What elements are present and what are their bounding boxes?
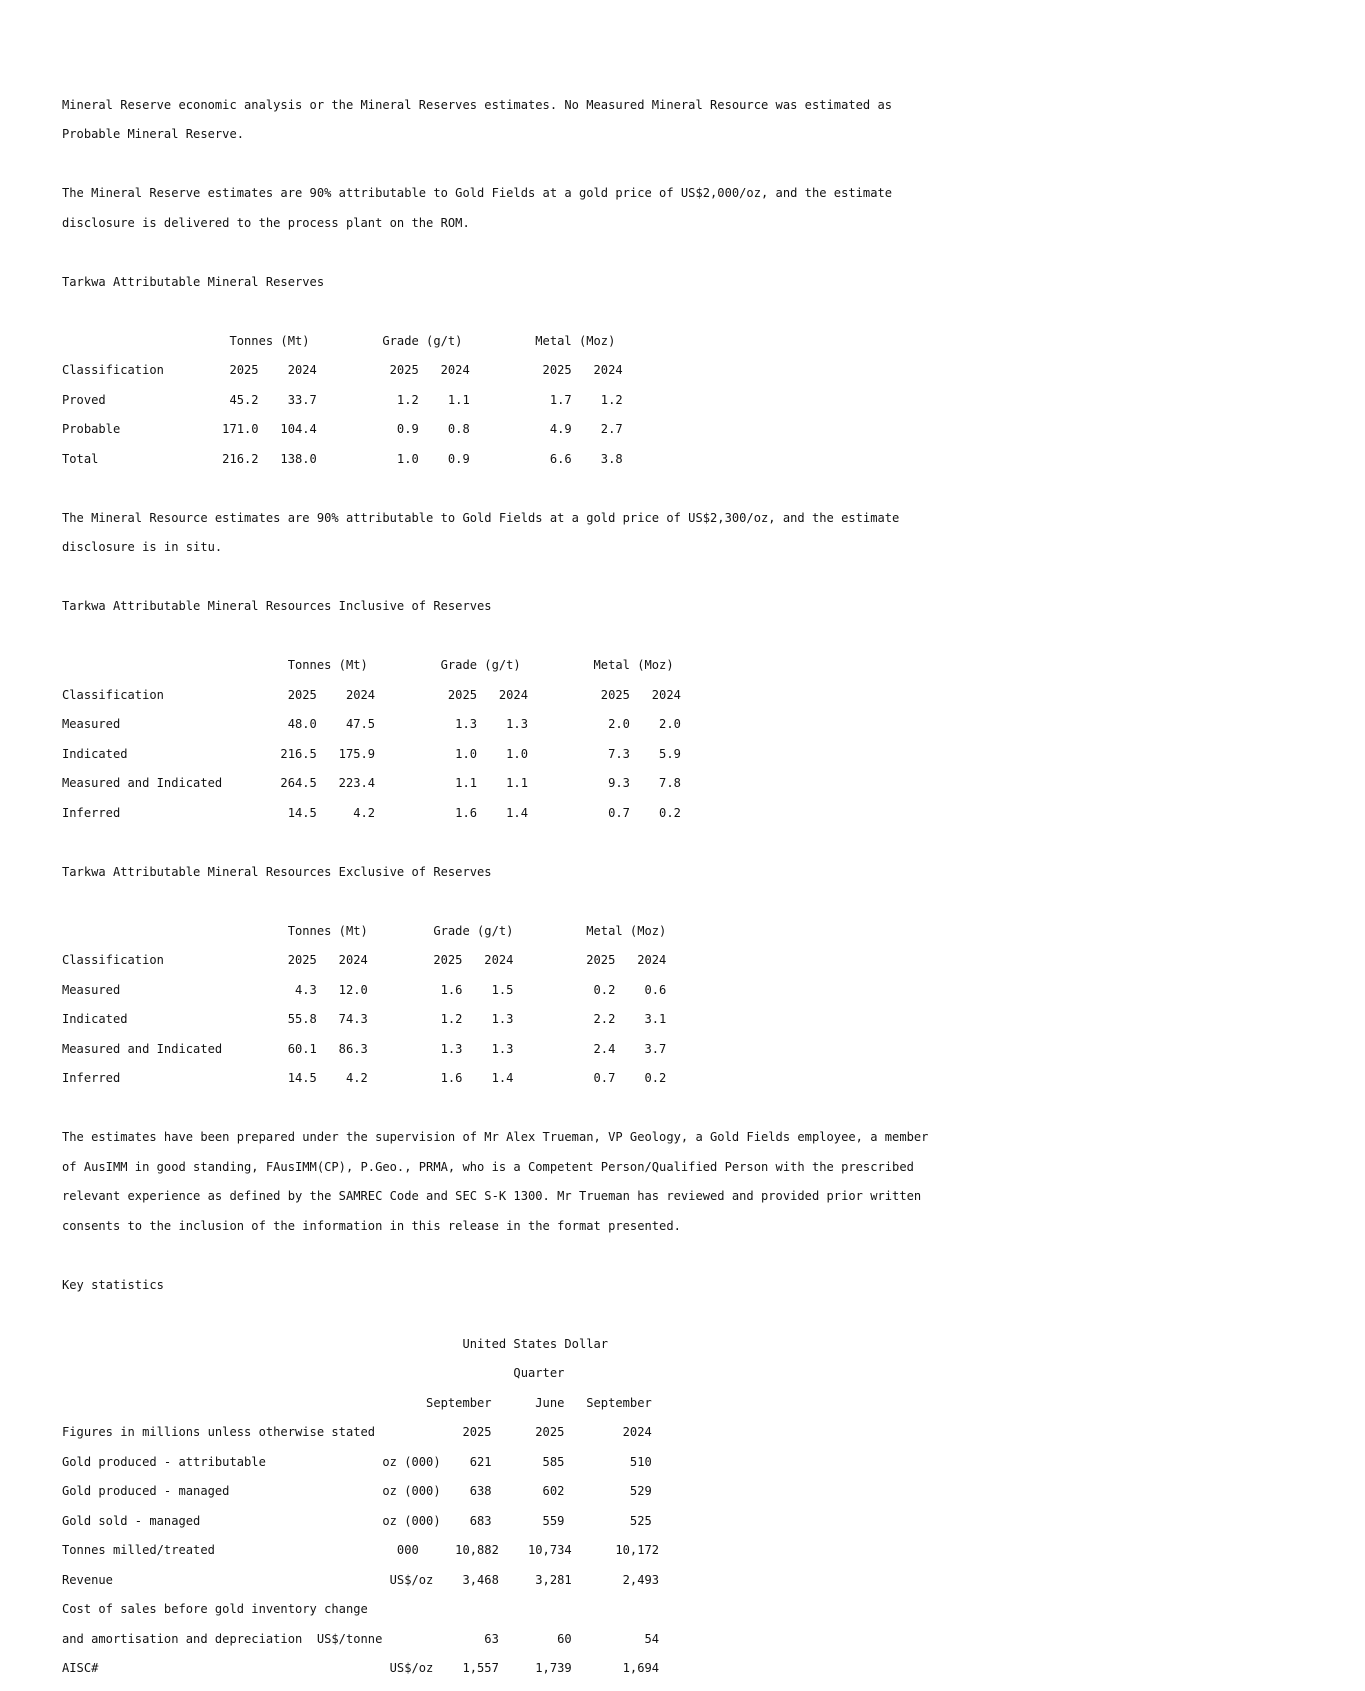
- text-line: The Mineral Resource estimates are 90% attributable to Gold Fields at a gold price of US$2,300/oz, and the estimate: [62, 510, 900, 525]
- text-line: The estimates have been prepared under the supervision of Mr Alex Trueman, VP Geology, a Gold Fields employee, a member: [62, 1130, 929, 1145]
- exclusive-table-row: Inferred 14.5 4.2 1.6 1.4 0.7 0.2: [62, 1071, 667, 1086]
- inclusive-table-row: Indicated 216.5 175.9 1.0 1.0 7.3 5.9: [62, 746, 681, 761]
- section-title-reserves: Tarkwa Attributable Mineral Reserves: [62, 274, 325, 289]
- stats-table-row: Gold produced - attributable oz (000) 621 585 510: [62, 1454, 652, 1469]
- stats-table-month-header: September June September: [62, 1395, 652, 1410]
- inclusive-table-row: Measured and Indicated 264.5 223.4 1.1 1.1 9.3 7.8: [62, 776, 681, 791]
- text-line: The Mineral Reserve estimates are 90% attributable to Gold Fields at a gold price of US$2,000/oz, and the estimate: [62, 186, 893, 201]
- text-line: consents to the inclusion of the information in this release in the format presented.: [62, 1218, 681, 1233]
- reserves-table-row: Total 216.2 138.0 1.0 0.9 6.6 3.8: [62, 451, 623, 466]
- reserves-table-row: Proved 45.2 33.7 1.2 1.1 1.7 1.2: [62, 392, 623, 407]
- stats-table-row: and amortisation and depreciation US$/tonne 63 60 54: [62, 1631, 660, 1646]
- text-line: relevant experience as defined by the SAMREC Code and SEC S-K 1300. Mr Trueman has reviewed and provided prior written: [62, 1189, 922, 1204]
- stats-table-currency-header: United States Dollar: [62, 1336, 609, 1351]
- text-line: of AusIMM in good standing, FAusIMM(CP), P.Geo., PRMA, who is a Competent Person/Qualified Person with the prescribed: [62, 1159, 914, 1174]
- document-page: [62, 83, 928, 1691]
- inclusive-table-row: Inferred 14.5 4.2 1.6 1.4 0.7 0.2: [62, 805, 681, 820]
- blank-line: [62, 1101, 928, 1116]
- blank-line: [62, 1248, 928, 1263]
- stats-table-row: Gold sold - managed oz (000) 683 559 525: [62, 1513, 652, 1528]
- section-title-resources-inclusive: Tarkwa Attributable Mineral Resources Inclusive of Reserves: [62, 599, 492, 614]
- text-line: disclosure is in situ.: [62, 540, 223, 555]
- blank-line: [62, 570, 928, 585]
- blank-line: [62, 245, 928, 260]
- exclusive-table-header: Tonnes (Mt) Grade (g/t) Metal (Moz): [62, 923, 667, 938]
- stats-table-row: Revenue US$/oz 3,468 3,281 2,493: [62, 1572, 660, 1587]
- text-line: Mineral Reserve economic analysis or the Mineral Reserves estimates. No Measured Mineral Resource was estimated as: [62, 97, 893, 112]
- inclusive-table-header: Tonnes (Mt) Grade (g/t) Metal (Moz): [62, 658, 674, 673]
- section-title-key-statistics: Key statistics: [62, 1277, 164, 1292]
- text-line: Probable Mineral Reserve.: [62, 127, 245, 142]
- blank-line: [62, 157, 928, 172]
- blank-line: [62, 629, 928, 644]
- reserves-table-row: Probable 171.0 104.4 0.9 0.8 4.9 2.7: [62, 422, 623, 437]
- stats-table-year-header: Figures in millions unless otherwise stated 2025 2025 2024: [62, 1425, 652, 1440]
- inclusive-table-row: Measured 48.0 47.5 1.3 1.3 2.0 2.0: [62, 717, 681, 732]
- inclusive-table-subheader: Classification 2025 2024 2025 2024 2025 2024: [62, 687, 681, 702]
- blank-line: [62, 894, 928, 909]
- blank-line: [62, 481, 928, 496]
- stats-table-row: Gold produced - managed oz (000) 638 602 529: [62, 1484, 652, 1499]
- exclusive-table-row: Indicated 55.8 74.3 1.2 1.3 2.2 3.1: [62, 1012, 667, 1027]
- stats-table-row: AISC# US$/oz 1,557 1,739 1,694: [62, 1661, 660, 1676]
- reserves-table-header: Tonnes (Mt) Grade (g/t) Metal (Moz): [62, 333, 616, 348]
- reserves-table-subheader: Classification 2025 2024 2025 2024 2025 2024: [62, 363, 623, 378]
- text-line: disclosure is delivered to the process plant on the ROM.: [62, 215, 470, 230]
- blank-line: [62, 304, 928, 319]
- blank-line: [62, 1307, 928, 1322]
- blank-line: [62, 835, 928, 850]
- exclusive-table-row: Measured 4.3 12.0 1.6 1.5 0.2 0.6: [62, 982, 667, 997]
- section-title-resources-exclusive: Tarkwa Attributable Mineral Resources Exclusive of Reserves: [62, 864, 492, 879]
- stats-table-row: Cost of sales before gold inventory change: [62, 1602, 368, 1617]
- stats-table-period-header: Quarter: [62, 1366, 565, 1381]
- exclusive-table-row: Measured and Indicated 60.1 86.3 1.3 1.3 2.4 3.7: [62, 1041, 667, 1056]
- stats-table-row: Tonnes milled/treated 000 10,882 10,734 10,172: [62, 1543, 660, 1558]
- exclusive-table-subheader: Classification 2025 2024 2025 2024 2025 2024: [62, 953, 667, 968]
